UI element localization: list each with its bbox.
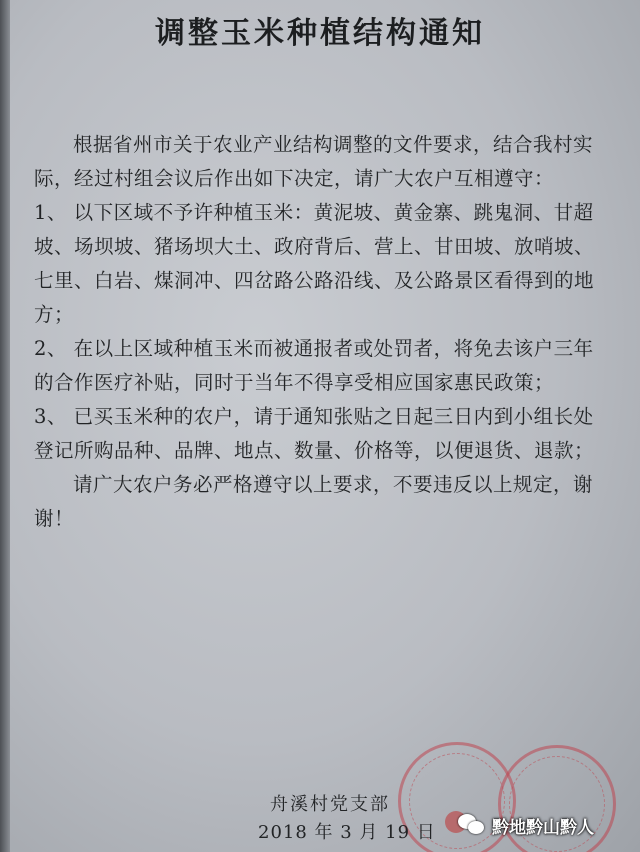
signature-date: 2018 年 3 月 19 日 xyxy=(258,822,436,843)
paper-edge-shadow xyxy=(0,0,10,852)
rule-item-1: 1、 以下区域不予许种植玉米：黄泥坡、黄金寨、跳鬼洞、甘超坡、场坝坡、猪场坝大土、政府背后、营上、甘田坡、放哨坡、七里、白岩、煤洞冲、四岔路公路沿线、及公路景区看得到的地方； xyxy=(34,201,595,326)
notice-title: 调整玉米种植结构通知 xyxy=(155,16,485,51)
intro-paragraph: 根据省州市关于农业产业结构调整的文件要求，结合我村实际，经过村组会议后作出如下决定，请广大农户互相遵守： xyxy=(34,133,594,190)
notice-body xyxy=(34,128,612,536)
wechat-watermark xyxy=(458,810,594,840)
watermark-text: 黔地黔山黔人 xyxy=(492,817,594,838)
rule-item-2: 2、 在以上区域种植玉米而被通报者或处罚者，将免去该户三年的合作医疗补贴，同时于当年不得享受相应国家惠民政策； xyxy=(34,337,594,394)
closing-paragraph: 请广大农户务必严格遵守以上要求，不要违反以上规定，谢谢！ xyxy=(34,473,594,530)
rule-item-3: 3、 已买玉米种的农户，请于通知张贴之日起三日内到小组长处登记所购品种、品牌、地点、数量、价格等，以便退货、退款； xyxy=(34,405,595,462)
wechat-icon xyxy=(458,814,486,836)
signature-organization: 舟溪村党支部 xyxy=(270,794,390,815)
